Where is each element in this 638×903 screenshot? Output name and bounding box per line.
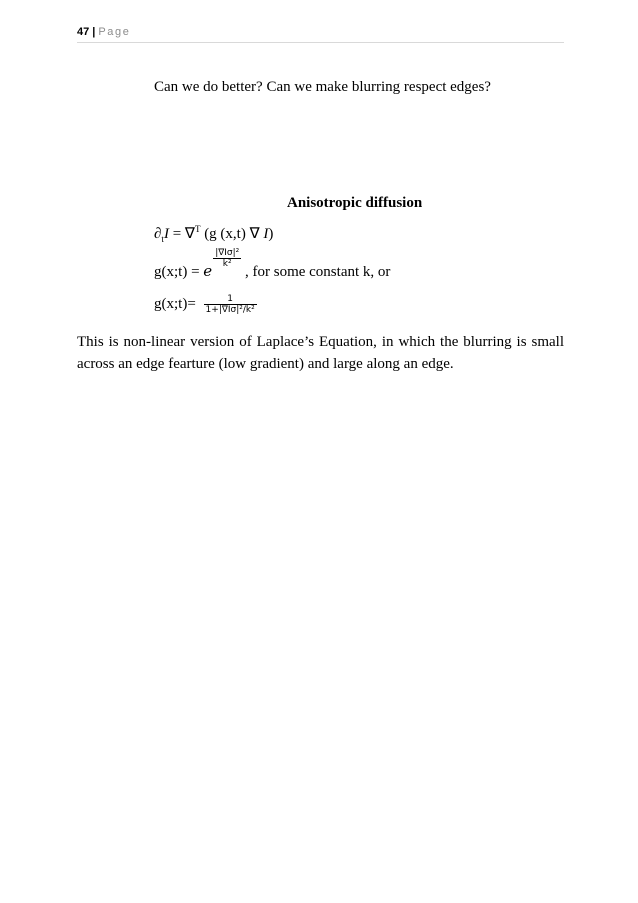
eq3-lhs: g(x;t)= [154, 295, 200, 312]
body-paragraph: This is non-linear version of Laplace’s Equation, in which the blurring is small across an edge fearture (low gradient) and large along an edge. [77, 334, 564, 372]
superscript-T: T [194, 224, 201, 234]
image-symbol-2: I [263, 226, 269, 242]
equation-rational [154, 294, 257, 315]
page-label: Page [98, 26, 131, 38]
exponent-denominator: k² [213, 258, 241, 269]
equation-exponential [154, 248, 391, 283]
fraction-denominator: 1+|∇Iσ|²/k² [205, 305, 255, 315]
question-line: Can we do better? Can we make blurring respect edges? [154, 79, 491, 95]
exp-e: e [203, 262, 213, 280]
eq1-rhs-b: (g (x,t) ∇ [200, 226, 264, 242]
subscript-t: t [161, 234, 164, 244]
partial-symbol: ∂ [154, 226, 162, 242]
equation-diffusion [154, 224, 273, 244]
eq2-lhs: g(x;t) = [154, 264, 204, 280]
page-number: 47 [77, 26, 90, 38]
eq1-rhs-a: = ∇ [168, 226, 195, 242]
fraction-numerator: 1 [227, 294, 233, 304]
eq2-tail: , for some constant k, or [241, 264, 391, 280]
image-symbol: I [163, 226, 169, 242]
exponent-numerator: |∇Iσ|² [215, 248, 240, 259]
rational-fraction [204, 294, 257, 315]
header-separator: | [92, 26, 96, 38]
page-header [77, 26, 130, 38]
header-rule [77, 42, 564, 43]
exponent-fraction [213, 248, 241, 269]
eq1-rhs-c: ) [268, 226, 274, 242]
section-title: Anisotropic diffusion [287, 195, 423, 211]
